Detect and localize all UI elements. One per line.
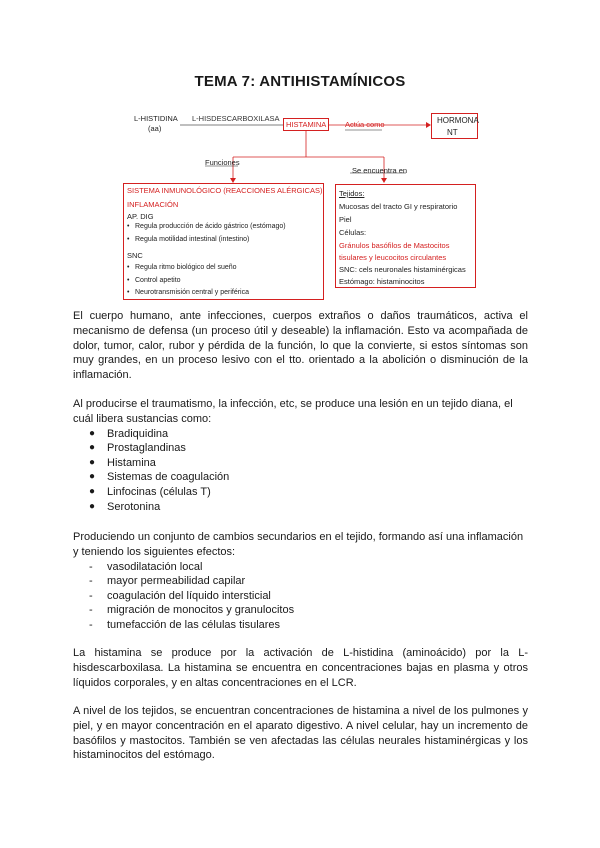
tejidos-line: Estómago: histaminocitos xyxy=(339,277,425,286)
page-title: TEMA 7: ANTIHISTAMÍNICOS xyxy=(194,73,406,90)
list-item: ● Histamina xyxy=(89,456,156,469)
paragraph-2 xyxy=(73,397,528,514)
aa-label: (aa) xyxy=(148,124,162,133)
tejidos-heading: Tejidos: xyxy=(339,189,365,198)
paragraph-4 xyxy=(73,646,528,690)
paragraph-3 xyxy=(73,530,528,633)
histamina-box-label: HISTAMINA xyxy=(286,120,327,129)
paragraph-text: El cuerpo humano, ante infecciones, cuerpos extraños o daños traumáticos, activa el mecanismo de defensa (un proceso útil y deseable) la inflamación. Esto va acompañada de dolor, tumor, calor, rubor y pérdida de la función, lo que la convierte, si estos síntomas son muy grandes, en un proceso lesivo con el tto. orientado a la abolición o disminución de la inflamación. xyxy=(73,310,528,382)
branch-right-arrowhead xyxy=(381,178,387,183)
ap-dig-heading: AP. DIG xyxy=(127,212,154,221)
funciones-label: Funciones xyxy=(205,158,240,167)
substances-list xyxy=(89,427,528,515)
list-item: - migración de monocitos y granulocitos xyxy=(89,604,295,617)
paragraph-1 xyxy=(73,309,528,383)
list-item: • Regula ritmo biológico del sueño xyxy=(126,262,249,275)
tejidos-line: Gránulos basófilos de Mastocitos xyxy=(339,241,450,250)
effects-list xyxy=(89,560,528,633)
se-encuentra-label: Se encuentra en xyxy=(352,166,408,175)
funciones-box xyxy=(123,183,324,300)
actua-como-label: Actúa como xyxy=(345,120,385,129)
list-item: • Neurotransmisión central y periférica xyxy=(126,287,249,300)
list-item: - tumefacción de las células tisulares xyxy=(89,618,281,631)
list-item: - mayor permeabilidad capilar xyxy=(89,575,246,588)
list-item: - coagulación del líquido intersticial xyxy=(89,589,271,602)
histamina-box xyxy=(283,118,329,131)
list-item: ● Bradiquidina xyxy=(89,427,169,440)
nt-label: NT xyxy=(447,128,458,137)
list-item: • Control apetito xyxy=(126,275,249,288)
tejidos-line: Mucosas del tracto GI y respiratorio xyxy=(339,202,458,211)
list-item: ● Prostaglandinas xyxy=(89,442,186,455)
paragraph-text: A nivel de los tejidos, se encuentran concentraciones de histamina a nivel de los pulmones y piel, y en mayor concentración en el aparato digestivo. A nivel celular, hay un incremento de basófilos y mastocitos. También se ven afectadas las células neurales histaminérgicas y los histaminocitos del estómago. xyxy=(73,705,528,762)
snc-heading: SNC xyxy=(127,251,143,260)
l-histidina-label: L-HISTIDINA xyxy=(134,114,178,123)
paragraph-5 xyxy=(73,704,528,763)
snc-list xyxy=(126,262,249,300)
list-item: • Regula producción de ácido gástrico (estómago) xyxy=(126,221,286,234)
enzyme-label: L-HISDESCARBOXILASA xyxy=(192,114,280,123)
paragraph-text: Produciendo un conjunto de cambios secundarios en el tejido, formando así una inflamación y teniendo los siguientes efectos: xyxy=(73,531,524,558)
paragraph-text: Al producirse el traumatismo, la infección, etc, se produce una lesión en un tejido diana, el cuál libera sustancias como: xyxy=(73,398,513,425)
list-item: ● Serotonina xyxy=(89,500,161,513)
list-item: • Regula motilidad intestinal (intestino) xyxy=(126,234,286,247)
tejidos-line: Células: xyxy=(339,228,367,237)
tejidos-line: SNC: cels neuronales histaminérgicas xyxy=(339,265,466,274)
tejidos-line: Piel xyxy=(339,215,352,224)
list-item: ● Sistemas de coagulación xyxy=(89,471,230,484)
inflamacion-heading: INFLAMACIÓN xyxy=(127,200,179,209)
histamine-diagram xyxy=(0,0,600,300)
ap-dig-list xyxy=(126,221,286,246)
list-item: ● Linfocinas (células T) xyxy=(89,485,211,498)
sistema-inmunologico-heading: SISTEMA INMUNOLÓGICO (REACCIONES ALÉRGICAS) xyxy=(127,186,323,195)
list-item: - vasodilatación local xyxy=(89,560,203,573)
hormona-label: HORMONA xyxy=(437,116,479,125)
hormona-box xyxy=(431,113,478,139)
se-encuentra-box xyxy=(335,184,476,288)
paragraph-text: La histamina se produce por la activación de L-histidina (aminoácido) por la L-hisdescarboxilasa. La histamina se encuentra en concentraciones bajas en plasma y otros líquidos corporales, y en altas concentraciones en el LCR. xyxy=(73,647,528,689)
tejidos-line: tisulares y leucocitos circulantes xyxy=(339,253,447,262)
